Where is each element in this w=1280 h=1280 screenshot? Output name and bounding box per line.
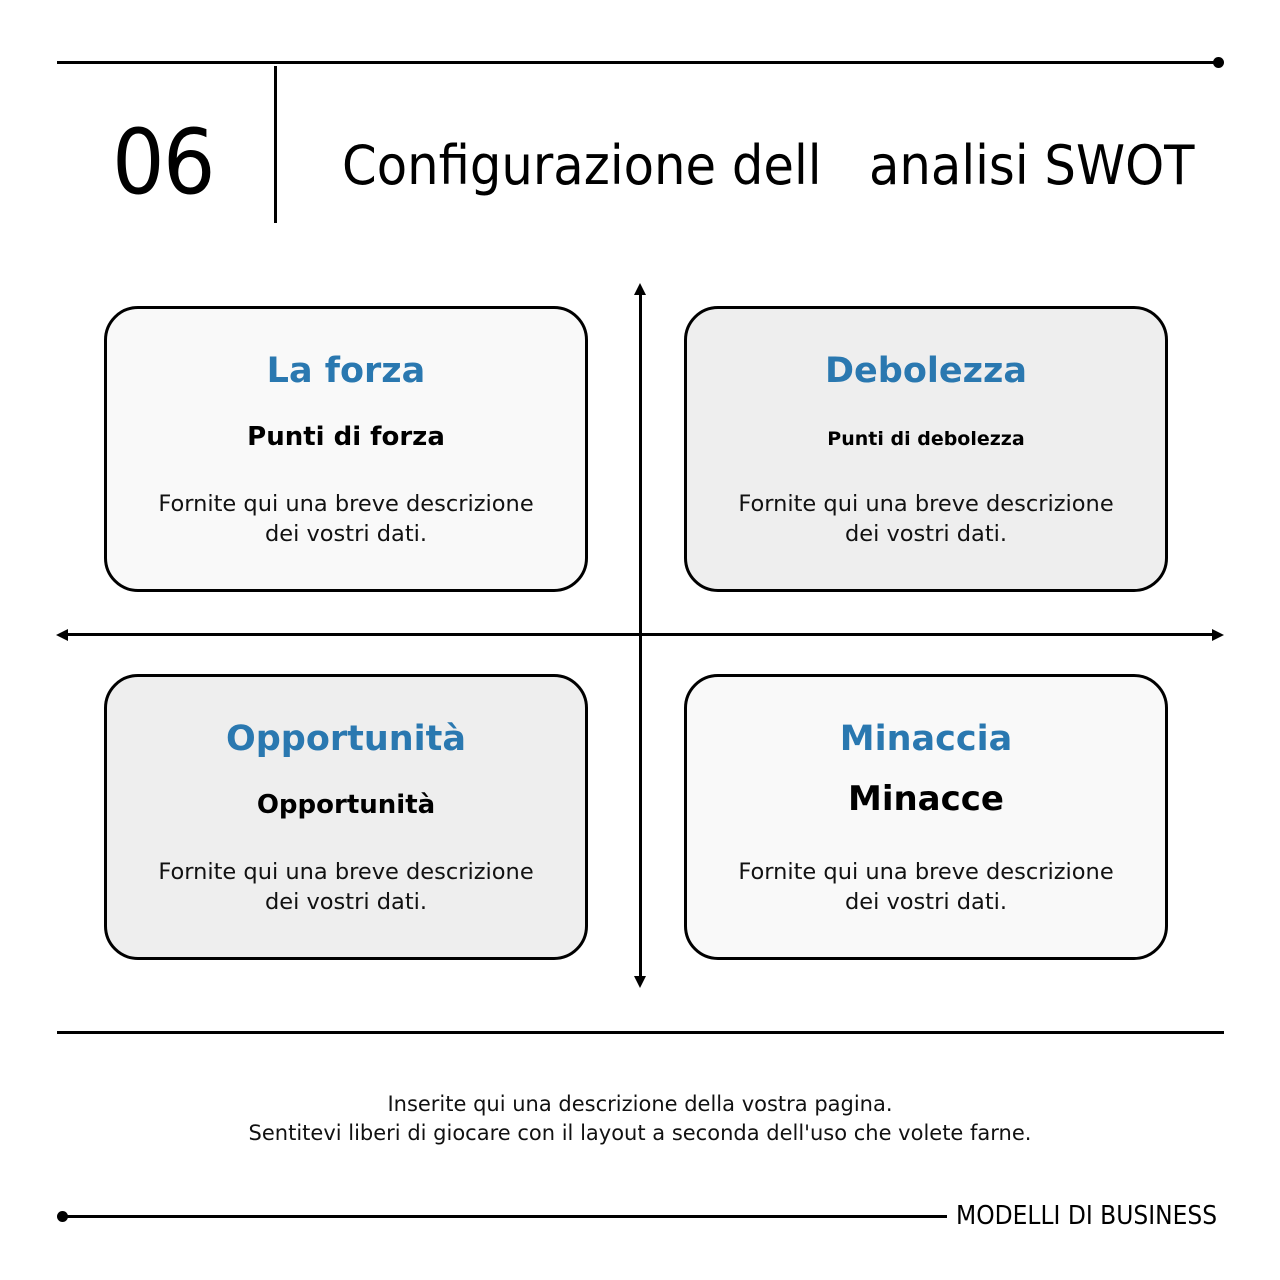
description-line: dei vostri dati. xyxy=(264,521,428,547)
page-title: Configurazione dell analisi SWOT xyxy=(342,134,1195,197)
quadrant-subtitle: Opportunità xyxy=(256,790,436,820)
quadrant-opportunities xyxy=(104,674,588,960)
quadrant-description xyxy=(127,489,565,549)
quadrant-weaknesses xyxy=(684,306,1168,592)
section-number: 06 xyxy=(112,110,214,215)
description-line: Fornite qui una breve descrizione xyxy=(158,491,534,517)
arrow-up-icon xyxy=(634,283,646,295)
arrow-right-icon xyxy=(1212,629,1224,641)
quadrant-subtitle: Minacce xyxy=(847,779,1004,819)
quadrant-description xyxy=(127,857,565,917)
vertical-axis xyxy=(639,292,642,980)
quadrant-strengths xyxy=(104,306,588,592)
description-line: Fornite qui una breve descrizione xyxy=(738,859,1114,885)
arrow-left-icon xyxy=(56,629,68,641)
quadrant-title: Minaccia xyxy=(839,719,1013,759)
footer-divider xyxy=(57,1031,1224,1034)
brand-label: MODELLI DI BUSINESS xyxy=(956,1201,1218,1231)
header-divider xyxy=(274,66,277,223)
description-line: dei vostri dati. xyxy=(844,889,1008,915)
quadrant-title: Debolezza xyxy=(825,351,1027,391)
arrow-down-icon xyxy=(634,976,646,988)
bottom-rule xyxy=(62,1215,947,1218)
quadrant-title: La forza xyxy=(266,351,426,391)
quadrant-subtitle: Punti di forza xyxy=(247,422,445,452)
description-line: Fornite qui una breve descrizione xyxy=(738,491,1114,517)
quadrant-description xyxy=(707,489,1145,549)
description-line: Fornite qui una breve descrizione xyxy=(158,859,534,885)
page-description-line: Sentitevi liberi di giocare con il layout a seconda dell'uso che volete farne. xyxy=(248,1121,1032,1145)
page-description xyxy=(140,1090,1140,1148)
description-line: dei vostri dati. xyxy=(844,521,1008,547)
quadrant-title: Opportunità xyxy=(225,719,467,759)
horizontal-axis xyxy=(66,633,1216,636)
top-rule-end-dot xyxy=(1213,57,1224,68)
description-line: dei vostri dati. xyxy=(264,889,428,915)
page-description-line: Inserite qui una descrizione della vostra pagina. xyxy=(387,1092,893,1116)
quadrant-subtitle: Punti di debolezza xyxy=(827,428,1025,450)
quadrant-threats xyxy=(684,674,1168,960)
top-rule xyxy=(57,61,1218,64)
quadrant-description xyxy=(707,857,1145,917)
